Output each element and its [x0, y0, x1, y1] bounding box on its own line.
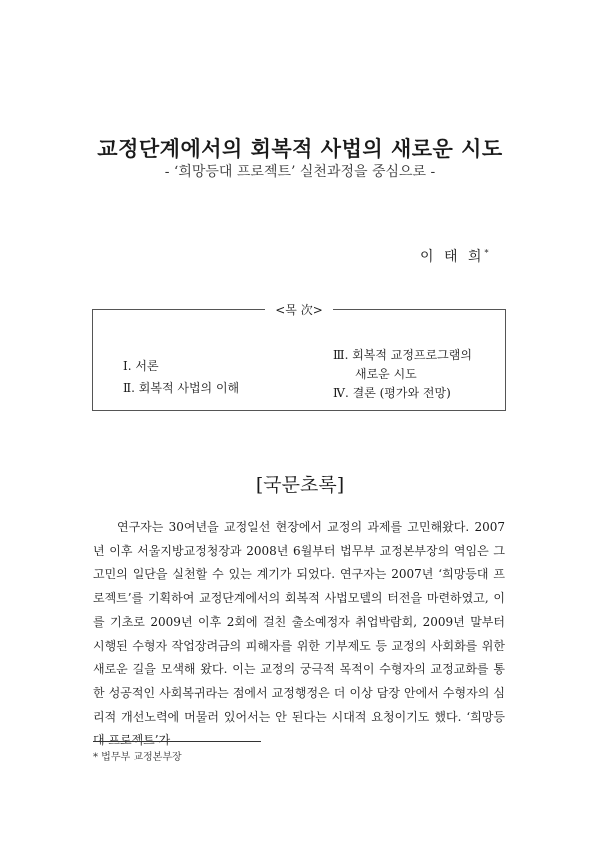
toc-item-new-attempts-cont[interactable]: 새로운 시도: [355, 367, 417, 381]
toc-item-introduction[interactable]: Ⅰ. 서론: [123, 359, 159, 373]
toc-item-conclusion[interactable]: Ⅳ. 결론 (평가와 전망): [333, 386, 451, 400]
toc-right-column: [333, 346, 472, 403]
abstract-body: 연구자는 30여년을 교정일선 현장에서 교정의 과제를 고민해왔다. 2007년 이후 서울지방교정청장과 2008년 6월부터 법무부 교정본부장의 역임은 그 고민의 일단을 실천할 수 있는 계기가 되었다. 연구자는 2007년 ‘희망등대 프로젝트’를 기획하여 교정단계에서의 회복적 사법모델의 터전을 마련하였고, 이를 기초로 2009년 이후 2회에 걸친 출소예정자 취업박람회, 2009년 말부터 시행된 수형자 작업장려금의 피해자를 위한 기부제도 등 교정의 사회화를 위한 새로운 길을 모색해 왔다. 이는 교정의 궁극적 목적이 수형자의 교정교화를 통한 성공적인 사회복귀라는 점에서 교정행정은 더 이상 담장 안에서 수형자의 심리적 개선노력에 머물러 있어서는 안 된다는 시대적 요청이기도 했다. ‘희망등대 프로젝트’가: [93, 520, 505, 748]
toc-left-column: [123, 355, 239, 399]
author-footnote-mark: *: [484, 248, 489, 258]
toc-item-understanding[interactable]: Ⅱ. 회복적 사법의 이해: [123, 381, 240, 395]
author-name: 이 태 희: [420, 249, 485, 265]
abstract-heading: [국문초록]: [255, 474, 345, 496]
toc-title: [93, 301, 505, 318]
paper-subtitle: - ‘희망등대 프로젝트’ 실천과정을 중심으로 -: [164, 164, 436, 180]
footnote: * 법무부 교정본부장: [93, 752, 182, 763]
author: [420, 246, 488, 266]
table-of-contents: [92, 303, 506, 411]
toc-title-text: <목 次>: [265, 303, 333, 317]
toc-item-new-attempts[interactable]: Ⅲ. 회복적 교정프로그램의: [333, 348, 472, 362]
paper-title: 교정단계에서의 회복적 사법의 새로운 시도: [97, 136, 503, 161]
footnote-divider: [93, 741, 261, 742]
